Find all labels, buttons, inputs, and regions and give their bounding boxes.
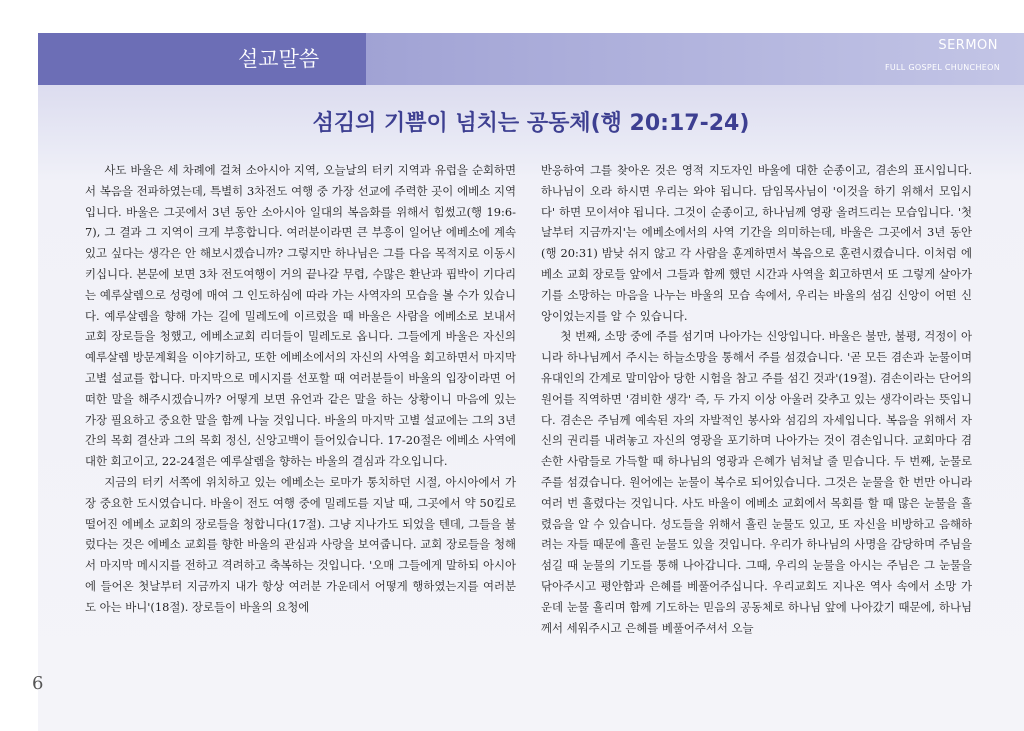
page-number: 6 bbox=[32, 673, 44, 694]
church-label: FULL GOSPEL CHUNCHEON bbox=[884, 63, 1000, 72]
sermon-title: 섬김의 기쁨이 넘치는 공동체(행 20:17-24) bbox=[312, 111, 750, 136]
paragraph: 사도 바울은 세 차례에 걸쳐 소아시아 지역, 오늘날의 터키 지역과 유럽을 순회하면서 복음을 전파하였는데, 특별히 3차전도 여행 중 가장 선교에 주력한 곳이 에베소 지역입니다. 바울은 그곳에서 3년 동안 소아시아 일대의 복음화를 위해서 힘썼고(행 19:6-7), 그 결과 그 지역이 크게 부흥합니다. 여러분이라면 큰 부흥이 일어난 에베소에 계속 있고 싶다는 생각은 안 해보시겠습니까? 그렇지만 하나님은 그를 다음 목적지로 이동시키십니다. 본문에 보면 3차 전도여행이 거의 끝나갈 무렵, 수많은 환난과 핍박이 기다리는 예루살렘으로 성령에 매여 그 인도하심에 따라 가는 사역자의 모습을 볼 수가 있습니다. 예루살렘을 향해 가는 길에 밀레도에 이르렀을 때 바울은 사람을 에베소로 보내서 교회 장로들을 청했고, 에베소교회 리더들이 밀레도로 옵니다. 그들에게 바울은 자신의 예루살렘 방문계획을 이야기하고, 또한 에베소에서의 자신의 사역을 회고하면서 마지막 고별 설교를 합니다. 마지막으로 메시지를 선포할 때 여러분들이 바울의 입장이라면 어떠한 말을 해주시겠습니까? 어떻게 보면 유언과 같은 말을 하는 상황이니 마음에 있는 가장 필요하고 중요한 말을 함께 나눌 것입니다. 바울의 마지막 고별 설교에는 그의 3년간의 목회 결산과 그의 목회 정신, 신앙고백이 들어있습니다. 17-20절은 에베소 사역에 대한 회고이고, 22-24절은 예루살렘을 향하는 바울의 결심과 각오입니다. bbox=[85, 163, 516, 469]
right-column bbox=[541, 160, 972, 638]
left-column bbox=[85, 160, 516, 618]
sermon-label: SERMON bbox=[938, 38, 998, 53]
paragraph: 반응하여 그를 찾아온 것은 영적 지도자인 바울에 대한 순종이고, 겸손의 표시입니다. 하나님이 오라 하시면 우리는 와야 됩니다. 담임목사님이 '이것을 하기 위해서 모입시다' 하면 모이셔야 됩니다. 그것이 순종이고, 하나님께 영광 올려드리는 모습입니다. '첫날부터 지금까지'는 에베소에서의 사역 기간을 의미하는데, 바울은 그곳에서 3년 동안(행 20:31) 밤낮 쉬지 않고 각 사람을 훈계하면서 복음으로 훈련시켰습니다. 이처럼 에베소 교회 장로들 앞에서 그들과 함께 했던 시간과 사역을 회고하면서 또 그렇게 살아가기를 소망하는 마음을 나누는 바울의 모습 속에서, 우리는 바울의 섬김 신앙이 어떤 신앙이었는지를 알 수 있습니다. bbox=[541, 163, 972, 323]
paragraph: 지금의 터키 서쪽에 위치하고 있는 에베소는 로마가 통치하던 시절, 아시아에서 가장 중요한 도시였습니다. 바울이 전도 여행 중에 밀레도를 지날 때, 그곳에서 약 50킬로 떨어진 에베소 교회의 장로들을 청합니다(17절). 그냥 지나가도 되었을 텐데, 그들을 불렀다는 것은 에베소 교회를 향한 바울의 관심과 사랑을 보여줍니다. 교회 장로들을 청해서 마지막 메시지를 전하고 격려하고 축복하는 것입니다. '오매 그들에게 말하되 아시아에 들어온 첫날부터 지금까지 내가 항상 여러분 가운데서 어떻게 행하였는지를 여러분도 아는 바니'(18절). 장로들이 바울의 요청에 bbox=[85, 474, 516, 614]
section-label: 설교말씀 bbox=[238, 47, 320, 71]
paragraph: 첫 번째, 소망 중에 주를 섬기며 나아가는 신앙입니다. 바울은 불만, 불평, 걱정이 아니라 하나님께서 주시는 하늘소망을 통해서 주를 섬겼습니다. '곧 모든 겸손과 눈물이며 유대인의 간계로 말미암아 당한 시험을 참고 주를 섬긴 것과'(19절). 겸손이라는 단어의 원어를 직역하면 '겸비한 생각' 즉, 두 가지 이상 아울러 갖추고 있는 생각이라는 뜻입니다. 겸손은 주님께 예속된 자의 자발적인 봉사와 섬김의 자세입니다. 복음을 위해서 자신의 권리를 내려놓고 자신의 영광을 포기하며 나아가는 것이 겸손입니다. 교회마다 겸손한 사람들로 가득할 때 하나님의 영광과 은혜가 넘쳐날 줄 믿습니다. 두 번째, 눈물로 주를 섬겼습니다. 원어에는 눈물이 복수로 되어있습니다. 그것은 눈물을 한 번만 아니라 여러 번 흘렸다는 것입니다. 사도 바울이 에베소 교회에서 목회를 할 때 많은 눈물을 흘렸음을 알 수 있습니다. 성도들을 위해서 흘린 눈물도 있고, 또 자신을 비방하고 음해하려는 자들 때문에 흘린 눈물도 있을 것입니다. 우리가 하나님의 사명을 감당하며 주님을 섬길 때 눈물의 기도를 통해 나아갑니다. 그때, 우리의 눈물을 아시는 주님은 그 눈물을 닦아주시고 평안함과 은혜를 베풀어주십니다. 우리교회도 지나온 역사 속에서 소망 가운데 눈물 흘리며 함께 기도하는 믿음의 공동체로 하나님 앞에 나아갔기 때문에, 하나님께서 세워주시고 은혜를 베풀어주셔서 오늘 bbox=[541, 329, 972, 635]
